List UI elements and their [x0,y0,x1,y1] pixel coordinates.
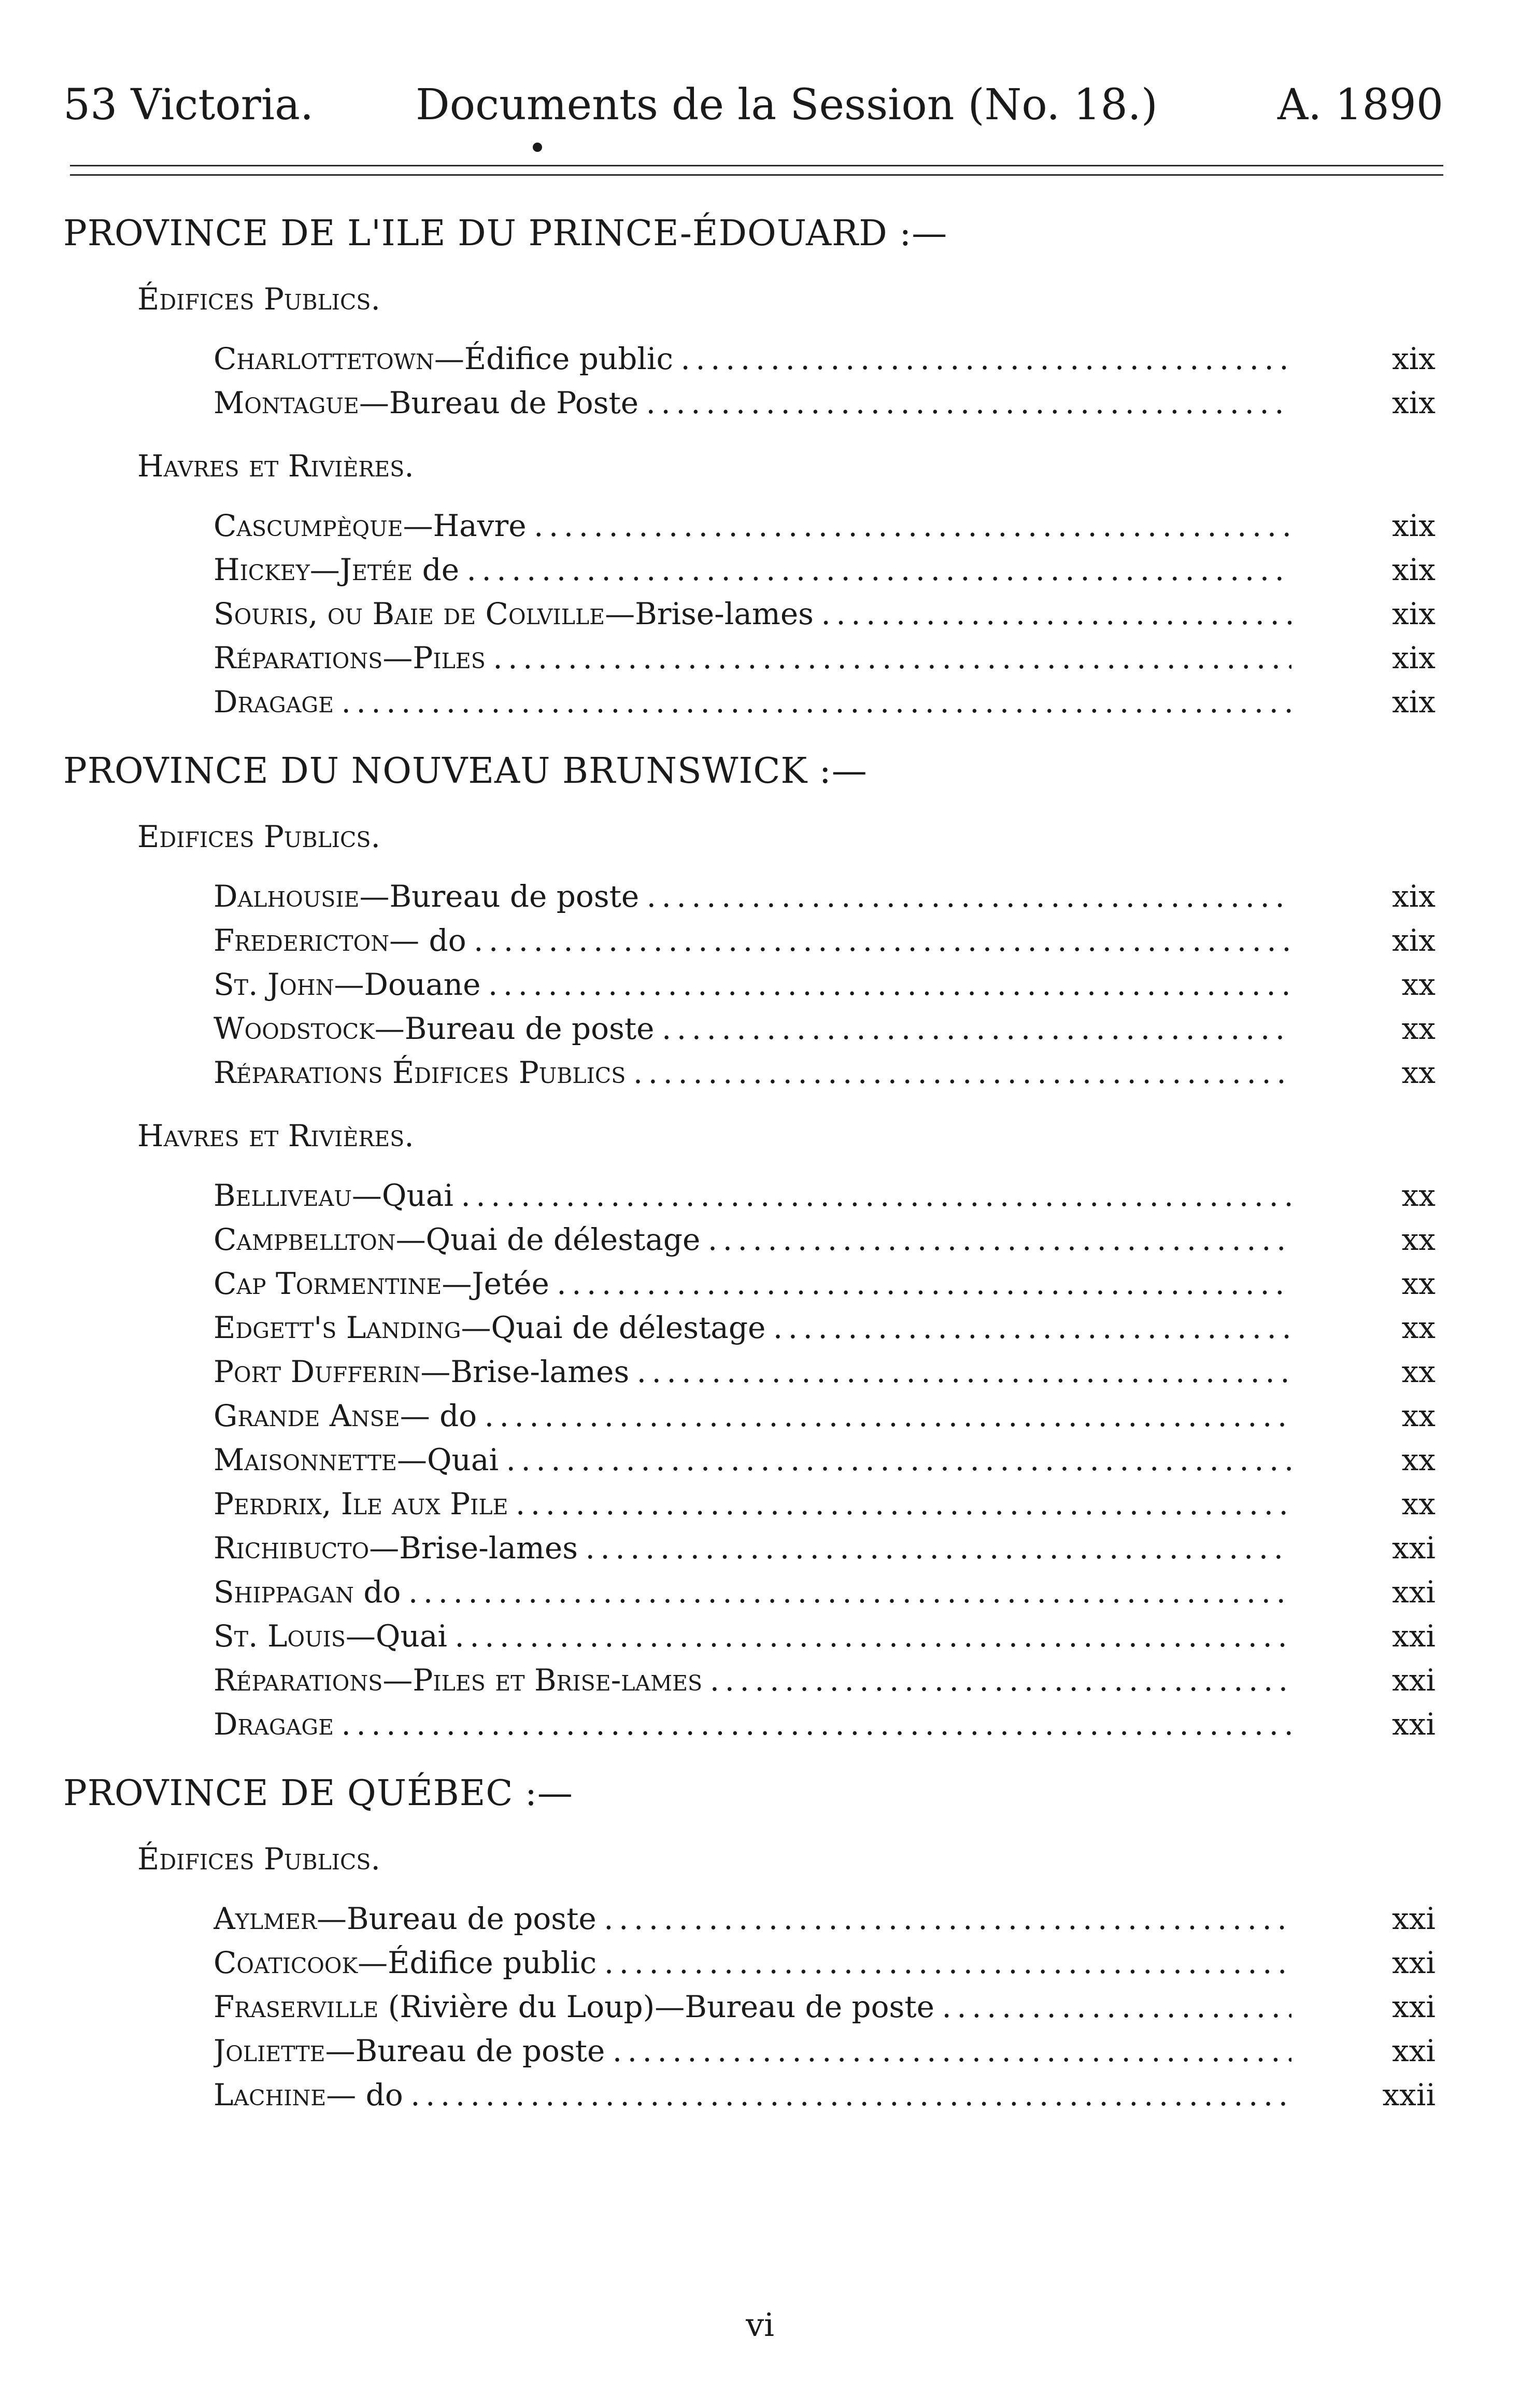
toc-entry [214,2073,1436,2117]
entry-text [214,548,1291,592]
entry-detail: — do [400,1398,477,1433]
entry-text [214,381,1291,425]
entry-place: Réparations—Piles [214,640,486,675]
table-of-contents [0,193,1520,2123]
entry-place: Souris, ou Baie de Colville [214,596,605,631]
toc-entry [214,1897,1436,1941]
entry-page-number: xix [1392,385,1436,420]
entry-text [214,1658,1291,1702]
entry-text [214,1007,1291,1051]
entry-text [214,504,1291,548]
section-heading: Édifices Publics. [137,281,380,317]
entry-place: Dalhousie [214,879,360,914]
toc-entry [214,2029,1436,2073]
entry-list [0,1892,1520,2123]
entry-page-number: xx [1401,1011,1436,1046]
entry-text [214,1218,1291,1262]
entry-place: Grande Anse [214,1398,400,1433]
entry-text [214,1526,1291,1570]
entry-text [214,2029,1291,2073]
entry-page-number: xxi [1392,1989,1436,2024]
entry-detail: do [353,1574,401,1610]
entry-page-number: xxi [1392,1663,1436,1698]
entry-text [214,1897,1291,1941]
entry-page-number: xix [1392,879,1436,914]
toc-entry [214,548,1436,592]
entry-page-number: xxii [1382,2077,1436,2113]
entry-page-number: xxi [1392,1707,1436,1742]
toc-entry [214,1570,1436,1614]
entry-detail: —Bureau de poste [359,879,640,914]
entry-text [214,919,1291,963]
toc-entry [214,1985,1436,2029]
entry-page-number: xix [1392,596,1436,631]
entry-text [214,1174,1291,1218]
entry-text [214,1262,1291,1306]
entry-detail: —Édifice public [434,341,673,376]
entry-place: Fredericton [214,923,390,958]
entry-text [214,875,1291,919]
entry-page-number: xx [1401,1442,1436,1477]
entry-page-number: xix [1392,508,1436,543]
entry-place: Réparations Édifices Publics [214,1055,626,1090]
entry-list [0,1168,1520,1753]
entry-place: Port Dufferin [214,1354,421,1389]
entry-list [0,499,1520,730]
entry-detail: —Édifice public [358,1945,597,1980]
toc-entry [214,1007,1436,1051]
toc-entry [214,592,1436,636]
toc-entry [214,1350,1436,1394]
toc-entry [214,963,1436,1007]
entry-text [214,1614,1291,1658]
entry-place: Aylmer [214,1901,317,1936]
toc-entry [214,680,1436,724]
entry-text [214,1438,1291,1482]
entry-page-number: xxi [1392,1530,1436,1566]
entry-detail: —Bureau de poste [374,1011,655,1046]
toc-entry [214,1614,1436,1658]
entry-place: Belliveau [214,1178,352,1213]
header-rule-bottom [70,174,1443,176]
entry-detail: — do [326,2077,403,2113]
entry-detail: —Quai [345,1618,447,1654]
section-heading: Havres et Rivières. [137,448,414,484]
entry-page-number: xxi [1392,1901,1436,1936]
entry-place: Hickey—Jetée [214,552,413,587]
entry-detail: —Bureau de poste [316,1901,596,1936]
entry-page-number: xxi [1392,2033,1436,2068]
entry-place: St. Louis [214,1618,346,1654]
entry-place: Joliette [214,2033,325,2068]
entry-page-number: xx [1401,1222,1436,1257]
toc-entry [214,1658,1436,1702]
entry-page-number: xix [1392,341,1436,376]
entry-place: Dragage [214,1707,334,1742]
entry-place: Cascumpèque [214,508,403,543]
entry-place: Fraserville [214,1989,379,2024]
entry-place: Charlottetown [214,341,434,376]
entry-text [214,592,1291,636]
toc-entry [214,919,1436,963]
toc-entry [214,1051,1436,1095]
entry-place: Campbellton [214,1222,396,1257]
entry-page-number: xxi [1392,1574,1436,1610]
entry-detail: —Quai [396,1442,499,1477]
province-heading: PROVINCE DE L'ILE DU PRINCE-ÉDOUARD :— [63,213,948,254]
entry-text [214,1985,1291,2029]
toc-entry [214,636,1436,680]
toc-entry [214,381,1436,425]
entry-place: Edgett's Landing [214,1310,461,1345]
entry-text [214,1350,1291,1394]
entry-place: Maisonnette [214,1442,397,1477]
toc-entry [214,1438,1436,1482]
entry-page-number: xix [1392,552,1436,587]
entry-place: Perdrix, Ile aux Pile [214,1486,508,1522]
entry-list [0,332,1520,431]
province-heading: PROVINCE DE QUÉBEC :— [63,1773,573,1814]
province-heading: PROVINCE DU NOUVEAU BRUNSWICK :— [63,751,868,792]
entry-page-number: xix [1392,923,1436,958]
toc-entry [214,1394,1436,1438]
entry-text [214,1941,1291,1985]
toc-entry [214,337,1436,381]
header-rule-top [70,165,1443,166]
entry-detail: —Quai de délestage [461,1310,766,1345]
entry-text [214,2073,1291,2117]
entry-page-number: xx [1401,1178,1436,1213]
entry-text [214,636,1291,680]
entry-page-number: xxi [1392,1945,1436,1980]
entry-detail: —Brise-lames [369,1530,578,1566]
entry-text [214,963,1291,1007]
entry-list [0,869,1520,1101]
entry-place: Coaticook [214,1945,358,1980]
entry-place: Montague [214,385,359,420]
section-heading: Havres et Rivières. [137,1118,414,1153]
entry-text [214,337,1291,381]
entry-detail: —Quai de délestage [395,1222,701,1257]
entry-text [214,1702,1291,1747]
section-heading: Edifices Publics. [137,819,380,854]
entry-text [214,1570,1291,1614]
entry-page-number: xix [1392,640,1436,675]
entry-detail: — do [389,923,466,958]
entry-place: Réparations—Piles et Brise-lames [214,1663,703,1698]
entry-detail: —Havre [403,508,527,543]
entry-page-number: xx [1401,1354,1436,1389]
entry-text [214,1306,1291,1350]
entry-detail: —Brise-lames [605,596,814,631]
entry-page-number: xx [1401,1266,1436,1301]
entry-detail: —Brise-lames [420,1354,630,1389]
entry-detail: —Douane [334,967,481,1002]
entry-detail: de [413,552,460,587]
entry-page-number: xxi [1392,1618,1436,1654]
running-header [63,77,1443,134]
entry-page-number: xx [1401,1310,1436,1345]
entry-text [214,680,1291,724]
entry-detail: (Rivière du Loup)—Bureau de poste [378,1989,934,2024]
entry-place: Cap Tormentine [214,1266,442,1301]
header-title: Documents de la Session (No. 18.) [416,80,1158,130]
entry-page-number: xx [1401,967,1436,1002]
entry-detail: —Quai [351,1178,453,1213]
entry-place: Shippagan [214,1574,354,1610]
entry-place: Richibucto [214,1530,370,1566]
entry-detail: —Bureau de poste [325,2033,605,2068]
toc-entry [214,1482,1436,1526]
entry-detail: —Jetée [442,1266,549,1301]
toc-entry [214,1174,1436,1218]
toc-entry [214,504,1436,548]
toc-entry [214,1941,1436,1985]
entry-place: Woodstock [214,1011,375,1046]
page-number: vi [746,2306,774,2344]
entry-place: Dragage [214,684,334,720]
entry-page-number: xix [1392,684,1436,720]
entry-detail: —Bureau de Poste [359,385,639,420]
toc-entry [214,1218,1436,1262]
entry-text [214,1051,1291,1095]
toc-entry [214,1526,1436,1570]
header-regnal-year: 53 Victoria. [63,80,314,130]
entry-text [214,1482,1291,1526]
entry-place: Lachine [214,2077,326,2113]
toc-entry [214,1306,1436,1350]
entry-place: St. John [214,967,334,1002]
toc-entry [214,1262,1436,1306]
ornament-dot [533,143,542,152]
header-year: A. 1890 [1277,80,1443,130]
section-heading: Édifices Publics. [137,1841,380,1877]
entry-page-number: xx [1401,1486,1436,1522]
toc-entry [214,1702,1436,1747]
entry-text [214,1394,1291,1438]
entry-page-number: xx [1401,1055,1436,1090]
toc-entry [214,875,1436,919]
entry-page-number: xx [1401,1398,1436,1433]
